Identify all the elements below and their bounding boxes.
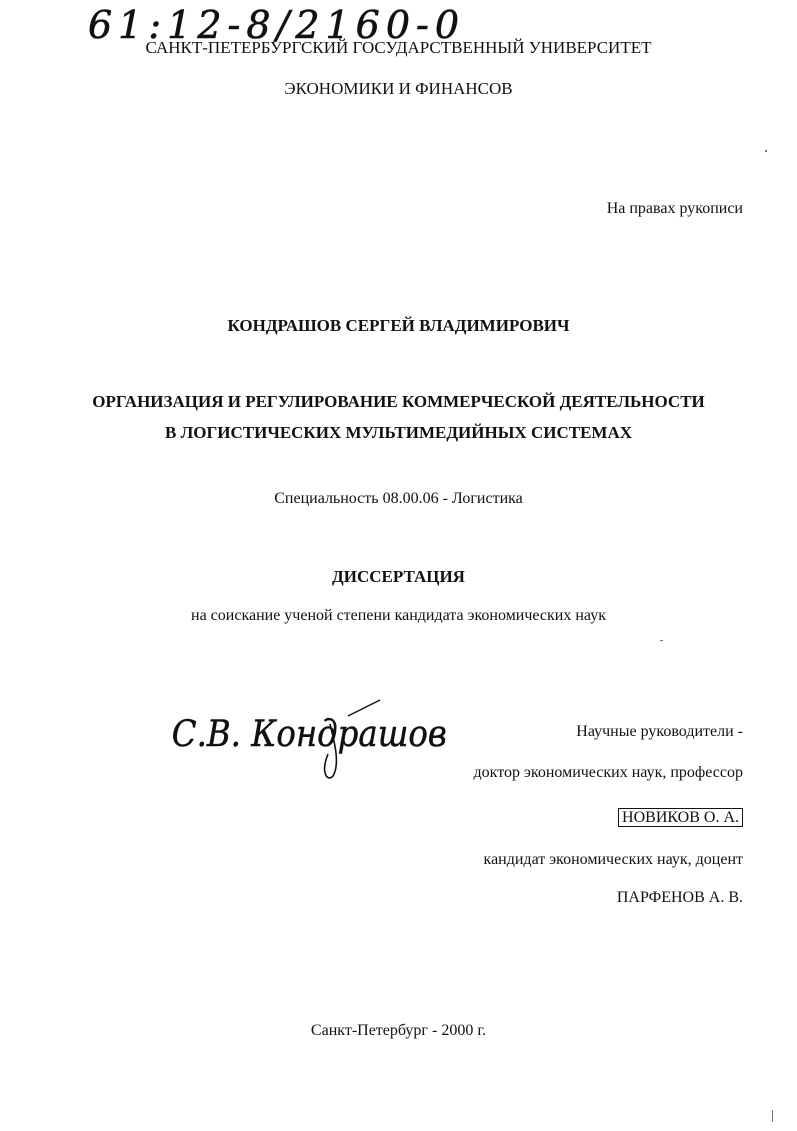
- document-type: ДИССЕРТАЦИЯ: [332, 567, 465, 586]
- dissertation-title-line2: В ЛОГИСТИЧЕСКИХ МУЛЬТИМЕДИЙНЫХ СИСТЕМАХ: [164, 423, 633, 442]
- university-name-line1: САНКТ-ПЕТЕРБУРГСКИЙ ГОСУДАРСТВЕННЫЙ УНИВЕРСИТЕТ: [145, 38, 652, 57]
- handwritten-code-text: 61:12-8/2160-0: [88, 3, 466, 47]
- scan-speck: [660, 640, 663, 641]
- supervisor-1-name: НОВИКОВ О. А.: [618, 808, 743, 827]
- scan-speck: [772, 1110, 773, 1122]
- author-signature: [170, 694, 447, 784]
- rights-note: На правах рукописи: [606, 200, 743, 217]
- place-and-year: Санкт-Петербург - 2000 г.: [310, 1022, 487, 1039]
- university-name-line2: ЭКОНОМИКИ И ФИНАНСОВ: [284, 79, 513, 98]
- dissertation-title-line1: ОРГАНИЗАЦИЯ И РЕГУЛИРОВАНИЕ КОММЕРЧЕСКОЙ ДЕЯТЕЛЬНОСТИ: [92, 392, 705, 411]
- specialty: Специальность 08.00.06 - Логистика: [274, 490, 523, 507]
- author-name: КОНДРАШОВ СЕРГЕЙ ВЛАДИМИРОВИЧ: [227, 316, 570, 335]
- supervisor-1-degree: доктор экономических наук, профессор: [473, 764, 743, 781]
- supervisor-2-name: ПАРФЕНОВ А. В.: [616, 889, 743, 906]
- signature-text: С.В. Кондрашов: [171, 713, 447, 756]
- supervisor-1-name-box: [618, 808, 743, 828]
- supervisors-heading: Научные руководители -: [576, 723, 743, 740]
- degree-line: на соискание ученой степени кандидата экономических наук: [191, 607, 606, 624]
- supervisor-2-degree: кандидат экономических наук, доцент: [483, 851, 743, 868]
- scan-speck: [765, 150, 767, 152]
